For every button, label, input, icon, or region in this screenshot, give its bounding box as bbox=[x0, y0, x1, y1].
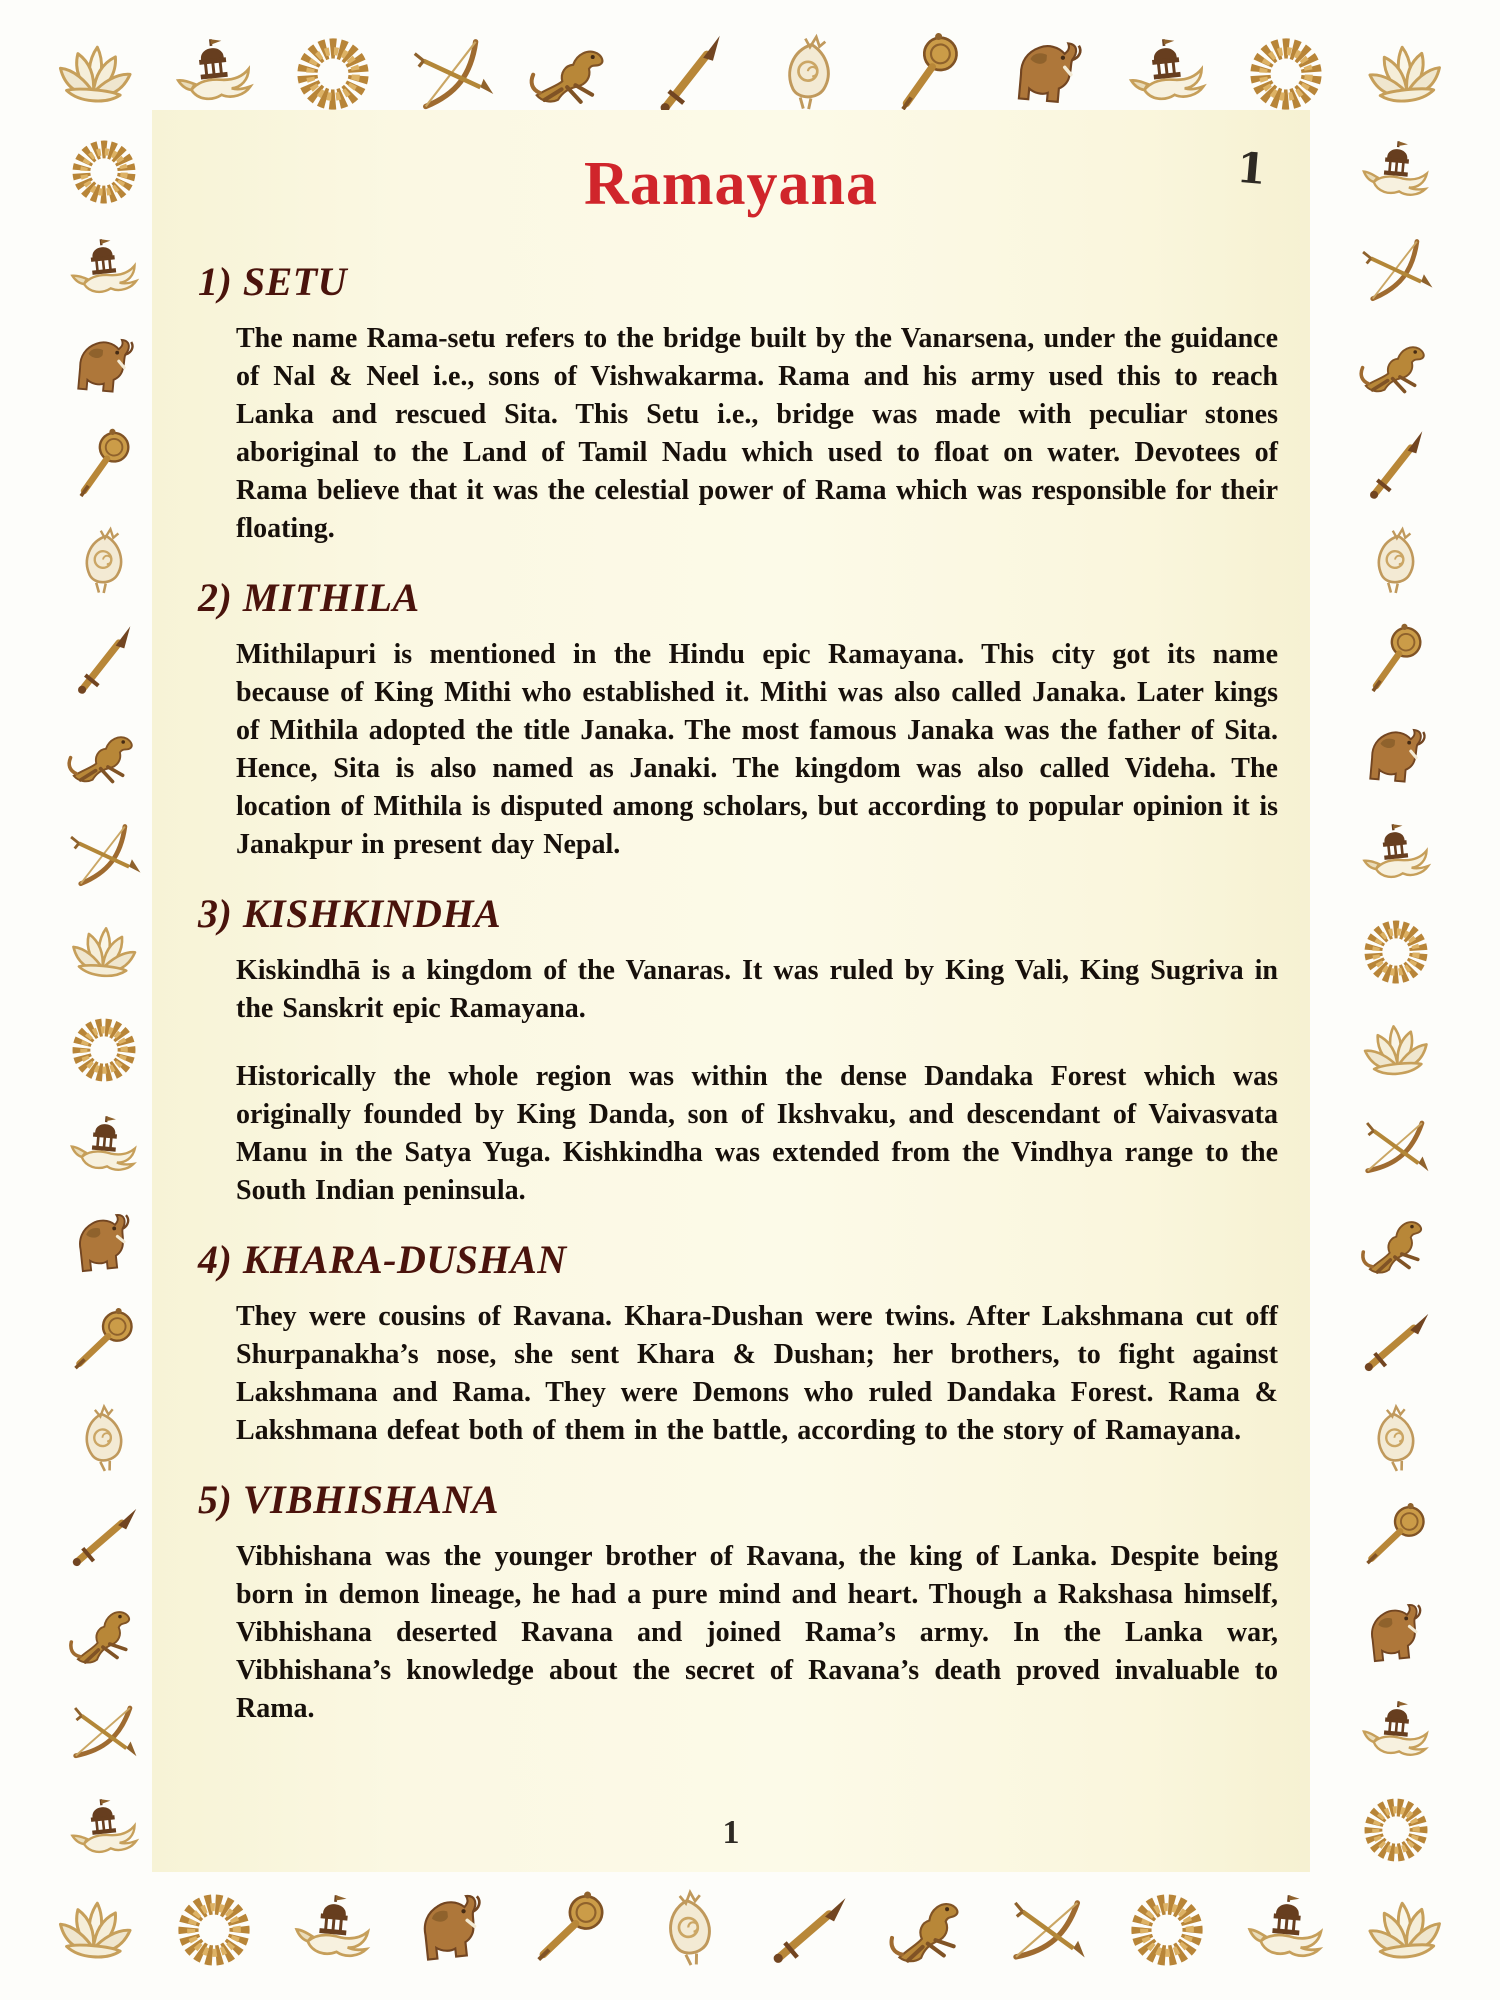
khara-dushan-heading: 4) KHARA-DUSHAN bbox=[198, 1237, 567, 1282]
mace-icon bbox=[1358, 622, 1434, 698]
bird-pavilion-icon bbox=[290, 1887, 376, 1973]
elephant-icon bbox=[1358, 1597, 1434, 1673]
elephant-icon bbox=[1358, 719, 1434, 795]
page-title: Ramayana bbox=[584, 150, 878, 218]
kishkindha-heading: 3) KISHKINDHA bbox=[198, 891, 502, 936]
horse-icon bbox=[66, 1597, 142, 1673]
horse-icon bbox=[886, 1887, 972, 1973]
lotus-icon bbox=[1358, 1012, 1434, 1088]
khara-dushan-paragraph: They were cousins of Ravana. Khara-Dushan were twins. After Lakshmana cut off Shurpanakha’s nose, she sent Khara & Dushan; her brothers, to fight against Lakshmana and Rama. They were Demons who ruled Dandaka Forest. Rama & Lakshmana defeat both of them in the battle, according to the story of Ramayana. bbox=[236, 1301, 1278, 1446]
bird-pavilion-icon bbox=[1358, 134, 1434, 210]
section-kishkindha bbox=[152, 890, 1310, 1210]
sword-icon bbox=[1358, 427, 1434, 503]
sword-icon bbox=[1358, 1304, 1434, 1380]
mace-icon bbox=[66, 427, 142, 503]
section-setu bbox=[152, 258, 1310, 548]
vibhishana-heading: 5) VIBHISHANA bbox=[198, 1477, 500, 1522]
conch-icon bbox=[1358, 524, 1434, 600]
lotus-icon bbox=[52, 31, 138, 117]
conch-icon bbox=[766, 31, 852, 117]
elephant-icon bbox=[1005, 31, 1091, 117]
mace-icon bbox=[528, 1887, 614, 1973]
mace-icon bbox=[1358, 1499, 1434, 1575]
conch-icon bbox=[66, 1402, 142, 1478]
border-right bbox=[1340, 134, 1452, 1868]
bird-pavilion-icon bbox=[1358, 1694, 1434, 1770]
sun-icon bbox=[1243, 31, 1329, 117]
sun-icon bbox=[1358, 914, 1434, 990]
conch-icon bbox=[647, 1887, 733, 1973]
sun-icon bbox=[1358, 1792, 1434, 1868]
page-body bbox=[152, 110, 1310, 1872]
horse-icon bbox=[66, 719, 142, 795]
sword-icon bbox=[66, 1499, 142, 1575]
sun-icon bbox=[66, 134, 142, 210]
sun-icon bbox=[1124, 1887, 1210, 1973]
elephant-icon bbox=[66, 1207, 142, 1283]
sun-icon bbox=[66, 1012, 142, 1088]
horse-icon bbox=[1358, 329, 1434, 405]
sword-icon bbox=[766, 1887, 852, 1973]
vibhishana-paragraph: Vibhishana was the younger brother of Ravana, the king of Lanka. Despite being born in demon lineage, he had a pure mind and heart. Though a Rakshasa himself, Vibhishana deserted Ravana and joined Rama’s army. In the Lanka war, Vibhishana’s knowledge about the secret of Ravana’s death proved invaluable to Rama. bbox=[236, 1541, 1278, 1724]
elephant-icon bbox=[409, 1887, 495, 1973]
section-vibhishana bbox=[152, 1476, 1310, 1728]
bow-arrow-icon bbox=[409, 31, 495, 117]
bird-pavilion-icon bbox=[1124, 31, 1210, 117]
bird-pavilion-icon bbox=[66, 1792, 142, 1868]
bow-arrow-icon bbox=[1358, 1109, 1434, 1185]
sun-icon bbox=[171, 1887, 257, 1973]
conch-icon bbox=[66, 524, 142, 600]
mithila-paragraph: Mithilapuri is mentioned in the Hindu epic Ramayana. This city got its name because of King Mithi who established it. Mithi was also called Janaka. Later kings of Mithila adopted the title Janaka. The most famous Janaka was the father of Sita. Hence, Sita is also named as Janaki. The kingdom was also called Videha. The location of Mithila is disputed among scholars, but according to popular opinion it is Janakpur in present day Nepal. bbox=[236, 639, 1278, 860]
handwritten-page-number: 1 bbox=[1234, 142, 1269, 195]
section-khara-dushan bbox=[152, 1236, 1310, 1450]
mace-icon bbox=[66, 1304, 142, 1380]
conch-icon bbox=[1358, 1402, 1434, 1478]
sword-icon bbox=[647, 31, 733, 117]
kishkindha-paragraph-2: Historically the whole region was within the dense Dandaka Forest which was originally founded by King Danda, son of Ikshvaku, and descendant of Vaivasvata Manu in the Satya Yuga. Kishkindha was extended from the Vindhya range to the South Indian peninsula. bbox=[236, 1061, 1278, 1206]
sword-icon bbox=[66, 622, 142, 698]
bow-arrow-icon bbox=[66, 1694, 142, 1770]
mace-icon bbox=[886, 31, 972, 117]
border-top bbox=[52, 26, 1448, 122]
bird-pavilion-icon bbox=[1243, 1887, 1329, 1973]
border-bottom bbox=[52, 1882, 1448, 1978]
bird-pavilion-icon bbox=[1358, 817, 1434, 893]
mithila-heading: 2) MITHILA bbox=[198, 575, 420, 620]
bow-arrow-icon bbox=[1005, 1887, 1091, 1973]
setu-heading: 1) SETU bbox=[198, 259, 348, 304]
sun-icon bbox=[290, 31, 376, 117]
elephant-icon bbox=[66, 329, 142, 405]
bird-pavilion-icon bbox=[66, 1109, 142, 1185]
setu-paragraph: The name Rama-setu refers to the bridge built by the Vanarsena, under the guidance of Nal & Neel i.e., sons of Vishwakarma. Rama and his army used this to reach Lanka and rescued Sita. This Setu i.e., bridge was made with peculiar stones aboriginal to the Land of Tamil Nadu which used to float on water. Devotees of Rama believe that it was the celestial power of Rama which was responsible for their floating. bbox=[236, 323, 1278, 544]
bow-arrow-icon bbox=[66, 817, 142, 893]
kishkindha-paragraph-1: Kiskindhā is a kingdom of the Vanaras. It was ruled by King Vali, King Sugriva in the Sanskrit epic Ramayana. bbox=[236, 955, 1278, 1024]
bird-pavilion-icon bbox=[171, 31, 257, 117]
section-mithila bbox=[152, 574, 1310, 864]
lotus-icon bbox=[1362, 31, 1448, 117]
bird-pavilion-icon bbox=[66, 232, 142, 308]
lotus-icon bbox=[66, 914, 142, 990]
lotus-icon bbox=[52, 1887, 138, 1973]
bow-arrow-icon bbox=[1358, 232, 1434, 308]
horse-icon bbox=[528, 31, 614, 117]
lotus-icon bbox=[1362, 1887, 1448, 1973]
footer-page-number: 1 bbox=[722, 1814, 740, 1851]
border-left bbox=[48, 134, 160, 1868]
horse-icon bbox=[1358, 1207, 1434, 1283]
